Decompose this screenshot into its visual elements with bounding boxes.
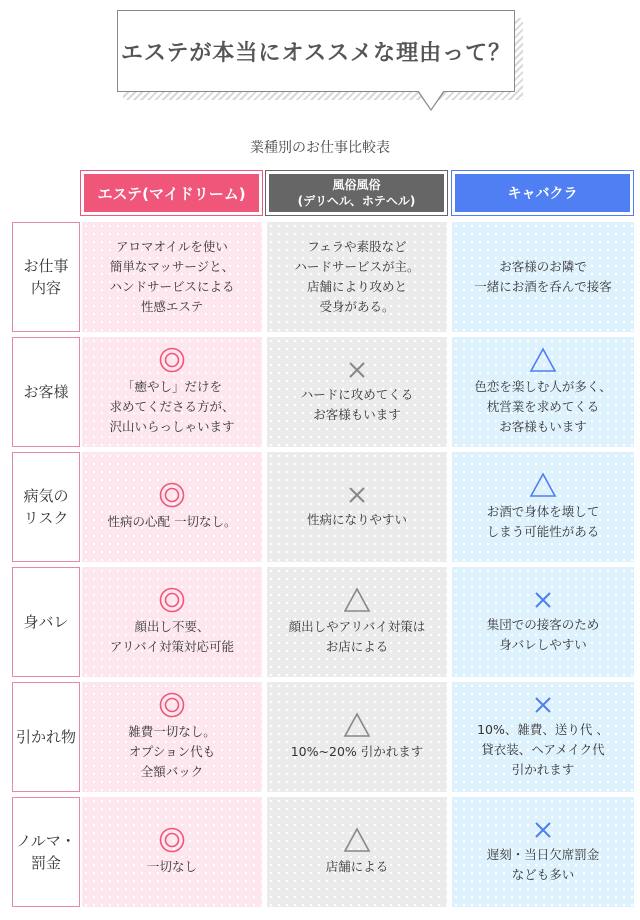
table-cell-este [82, 797, 262, 907]
table-cell-kyabakura [452, 567, 634, 677]
table-cell-este [82, 452, 262, 562]
row-label [12, 567, 80, 677]
cell-text: 集団での接客のため 身バレしやすい [486, 617, 600, 652]
cell-text: 一切なし [146, 859, 197, 874]
cross-icon [532, 694, 554, 716]
table-cell-fuzoku [267, 567, 447, 677]
cross-icon [532, 819, 554, 841]
triangle-icon [343, 587, 371, 613]
column-header-fuzoku [266, 171, 447, 215]
cell-text: お客様のお隣で 一緒にお酒を呑んで接客 [474, 259, 612, 294]
cell-text: フェラや素股など ハードサービスが主。 店舗により攻めと 受身がある。 [294, 239, 420, 314]
cell-text: 店舗による [325, 859, 389, 874]
cell-text: 10%~20% 引かれます [290, 744, 424, 759]
header-frame [117, 10, 515, 92]
row-label-text: ノルマ・ 罰金 [16, 832, 76, 872]
table-cell-kyabakura [452, 222, 634, 332]
row-label [12, 682, 80, 792]
table-cell-este [82, 337, 262, 447]
row-label-text: お仕事 内容 [23, 257, 69, 297]
row-label-text: お客様 [23, 383, 69, 401]
column-header-este [81, 171, 262, 215]
table-cell-este [82, 682, 262, 792]
row-label [12, 452, 80, 562]
cell-text: お酒で身体を壊して しまう可能性がある [486, 504, 600, 539]
cell-text: 顔出しやアリバイ対策は お店による [288, 619, 426, 654]
page-title: エステが本当にオススメな理由って？ [120, 40, 512, 66]
cross-icon [346, 484, 368, 506]
cross-icon [346, 359, 368, 381]
table-cell-fuzoku [267, 222, 447, 332]
row-label [12, 797, 80, 907]
column-header-kyabakura [452, 171, 633, 215]
double-circle-icon [159, 347, 185, 373]
table-cell-kyabakura [452, 337, 634, 447]
table-cell-fuzoku [267, 337, 447, 447]
triangle-icon [343, 712, 371, 738]
double-circle-icon [159, 587, 185, 613]
table-cell-kyabakura [452, 682, 634, 792]
table-cell-fuzoku [267, 797, 447, 907]
cell-text: 遅刻・当日欠席罰金 なども多い [486, 847, 600, 882]
double-circle-icon [159, 827, 185, 853]
column-header-label: エステ(マイドリーム) [97, 184, 246, 203]
cell-text: 雑費一切なし。 オプション代も 全額バック [128, 724, 216, 779]
row-label-text: 身バレ [23, 613, 69, 631]
table-cell-kyabakura [452, 452, 634, 562]
cell-text: 性病の心配 一切なし。 [107, 514, 237, 529]
cell-text: 色恋を楽しむ人が多く、 枕営業を求めてくる お客様もいます [474, 379, 612, 434]
cell-text: 顔出し不要、 アリバイ対策対応可能 [109, 619, 235, 654]
header-banner [117, 10, 519, 94]
triangle-icon [529, 347, 557, 373]
table-cell-kyabakura [452, 797, 634, 907]
triangle-icon [343, 827, 371, 853]
cell-text: 性病になりやすい [306, 512, 407, 527]
column-header-label: 風俗風俗 (デリヘル、ホテヘル) [297, 178, 416, 208]
double-circle-icon [159, 482, 185, 508]
triangle-icon [529, 472, 557, 498]
row-label [12, 337, 80, 447]
cross-icon [532, 589, 554, 611]
cell-text: 10%、雑費、送り代 、 貸衣装、ヘアメイク代 引かれます [477, 722, 609, 777]
table-cell-fuzoku [267, 452, 447, 562]
row-label-text: 引かれ物 [15, 728, 76, 746]
cell-text: ハードに攻めてくる お客様もいます [300, 387, 414, 422]
double-circle-icon [159, 692, 185, 718]
cell-text: アロマオイルを使い 簡単なマッサージと、 ハンドサービスによる 性感エステ [109, 239, 235, 314]
table-cell-fuzoku [267, 682, 447, 792]
row-label [12, 222, 80, 332]
column-header-label: キャバクラ [507, 186, 578, 202]
cell-text: 「癒やし」だけを 求めてくださる方が、 沢山いらっしゃいます [109, 379, 235, 434]
table-cell-este [82, 222, 262, 332]
row-label-text: 病気の リスク [23, 487, 69, 527]
table-subtitle: 業種別のお仕事比較表 [250, 140, 390, 156]
table-cell-este [82, 567, 262, 677]
speech-bubble-tail-inner [418, 90, 444, 109]
